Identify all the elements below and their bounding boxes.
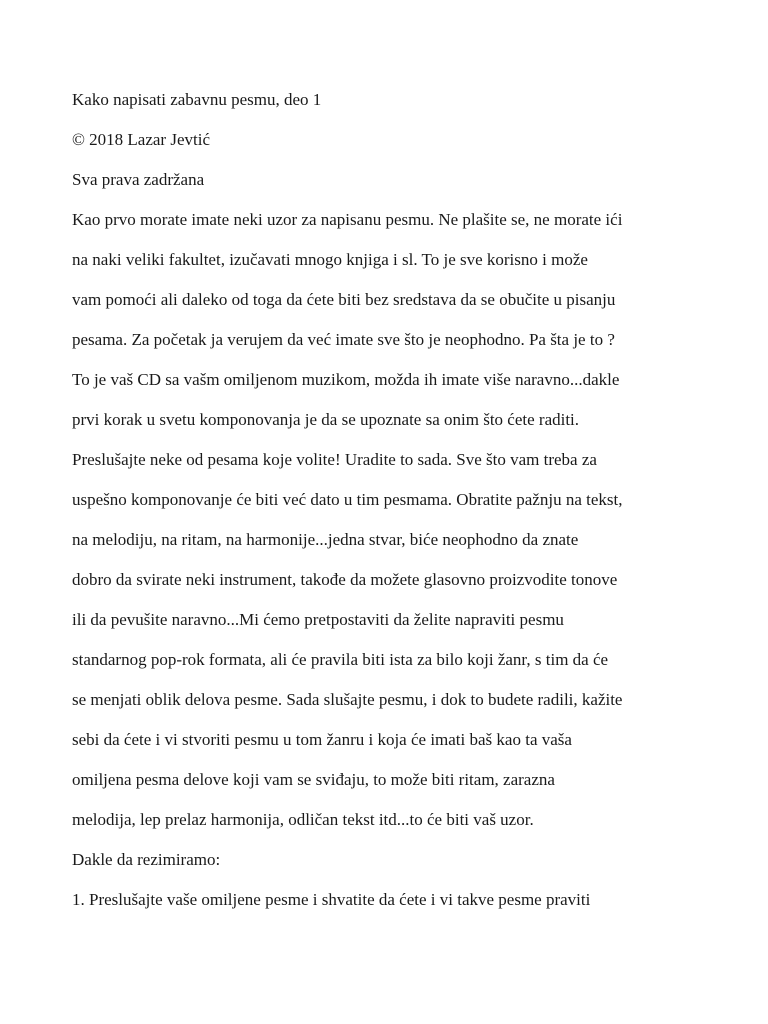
paragraph-line: se menjati oblik delova pesme. Sada slušajte pesmu, i dok to budete radili, kažite [72, 690, 623, 709]
paragraph-line: dobro da svirate neki instrument, takođe da možete glasovno proizvodite tonove [72, 570, 618, 589]
paragraph-line: pesama. Za početak ja verujem da već imate sve što je neophodno. Pa šta je to ? [72, 330, 615, 349]
paragraph-line: To je vaš CD sa vašm omiljenom muzikom, možda ih imate više naravno...dakle [72, 370, 620, 389]
paragraph-line: uspešno komponovanje će biti već dato u tim pesmama. Obratite pažnju na tekst, [72, 490, 623, 509]
paragraph-line: Kao prvo morate imate neki uzor za napisanu pesmu. Ne plašite se, ne morate ići [72, 210, 623, 229]
paragraph-line: na melodiju, na ritam, na harmonije...jedna stvar, biće neophodno da znate [72, 530, 579, 549]
list-item: 1. Preslušajte vaše omiljene pesme i shvatite da ćete i vi takve pesme praviti [72, 890, 591, 909]
paragraph-line: melodija, lep prelaz harmonija, odličan tekst itd...to će biti vaš uzor. [72, 810, 534, 829]
document-body [72, 90, 692, 930]
paragraph-line: standarnog pop-rok formata, ali će pravila biti ista za bilo koji žanr, s tim da će [72, 650, 609, 669]
paragraph-line: omiljena pesma delove koji vam se sviđaju, to može biti ritam, zarazna [72, 770, 555, 789]
paragraph-line: prvi korak u svetu komponovanja je da se upoznate sa onim što ćete raditi. [72, 410, 580, 429]
main-paragraph [72, 210, 692, 830]
rights-line: Sva prava zadržana [72, 170, 205, 189]
summary-heading: Dakle da rezimiramo: [72, 850, 221, 869]
paragraph-line: vam pomoći ali daleko od toga da ćete biti bez sredstava da se obučite u pisanju [72, 290, 616, 309]
paragraph-line: ili da pevušite naravno...Mi ćemo pretpostaviti da želite napraviti pesmu [72, 610, 564, 629]
paragraph-line: sebi da ćete i vi stvoriti pesmu u tom žanru i koja će imati baš kao ta vaša [72, 730, 572, 749]
copyright-line: © 2018 Lazar Jevtić [72, 130, 211, 149]
paragraph-line: na naki veliki fakultet, izučavati mnogo knjiga i sl. To je sve korisno i može [72, 250, 588, 269]
paragraph-line: Preslušajte neke od pesama koje volite! Uradite to sada. Sve što vam treba za [72, 450, 597, 469]
document-title: Kako napisati zabavnu pesmu, deo 1 [72, 90, 322, 109]
